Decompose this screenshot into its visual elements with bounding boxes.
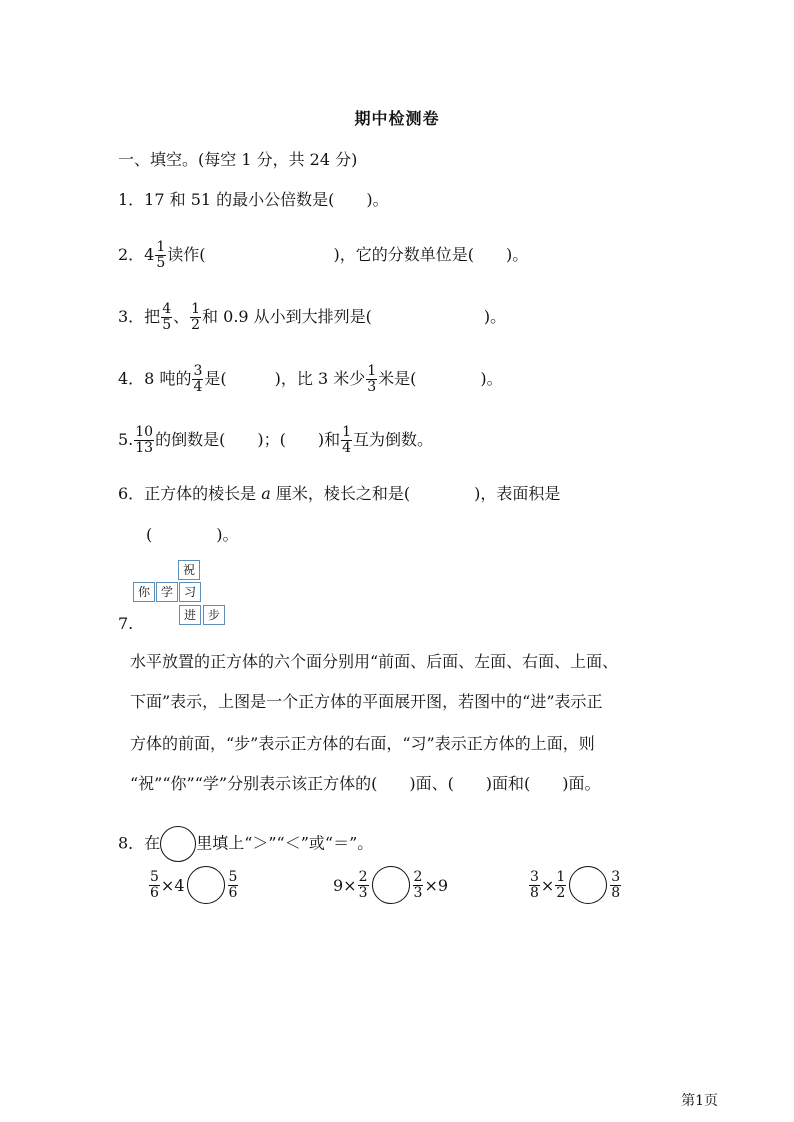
q5-fraction-1: [134, 425, 154, 456]
c1-right-fraction: [228, 870, 239, 901]
q4-fraction-2: [366, 364, 377, 395]
c3-mid-den: 2: [556, 884, 566, 901]
c1-answer-circle[interactable]: [187, 866, 225, 904]
question-7-number: 7.: [118, 614, 134, 633]
c3-operator: ×: [540, 875, 555, 895]
c1-left-num: 5: [150, 868, 159, 885]
question-2: [118, 240, 528, 271]
q3-sep: 、: [173, 307, 190, 326]
net-cell-xue: 学: [156, 582, 178, 602]
comparison-2: [333, 866, 448, 904]
net-cell-bu: 步: [203, 605, 225, 625]
q3-prefix: 3．把: [118, 307, 161, 326]
q3-f1-den: 5: [162, 317, 172, 333]
q4-rest: 米是( )。: [378, 369, 503, 388]
q3-f1-num: 4: [162, 301, 172, 317]
q5-rest: 互为倒数。: [353, 430, 434, 449]
q5-f2-den: 4: [342, 440, 351, 456]
q2-fraction: [155, 240, 166, 271]
c3-left-fraction: [529, 870, 540, 901]
q4-f1-num: 3: [193, 363, 203, 379]
q5-prefix: 5.: [118, 430, 134, 449]
q4-prefix: 4．8 吨的: [118, 369, 192, 388]
section-heading: 一、填空。(每空 1 分，共 24 分): [118, 150, 358, 169]
q4-mid: 是( )，比 3 米少: [204, 369, 366, 388]
q3-rest: 和 0.9 从小到大排列是( )。: [202, 307, 507, 326]
q3-f2-den: 2: [191, 317, 201, 333]
q3-fraction-2: [190, 302, 201, 333]
q5-f2-num: 1: [342, 424, 351, 440]
question-1: 1．17 和 51 的最小公倍数是( )。: [118, 190, 389, 209]
q7-paragraph-line-4: “祝”“你”“学”分别表示该正方体的( )面、( )面和( )面。: [130, 774, 601, 793]
page-number: 第1页: [681, 1093, 718, 1109]
c1-left-den: 6: [150, 884, 159, 901]
q6-text-b: 厘米，棱长之和是( )，表面积是: [270, 484, 561, 503]
net-cell-ni: 你: [133, 582, 155, 602]
c2-right-den: 3: [413, 884, 423, 901]
q5-mid: 的倒数是( )；( )和: [155, 430, 341, 449]
comparison-1: [148, 866, 239, 904]
q4-f2-den: 3: [367, 379, 377, 395]
c1-left-fraction: [149, 870, 160, 901]
c3-right-den: 8: [611, 884, 621, 901]
q3-fraction-1: [161, 302, 172, 333]
q2-prefix: 2．4: [118, 245, 155, 264]
c3-mid-num: 1: [556, 868, 566, 885]
q7-paragraph-line-2: 下面”表示，上图是一个正方体的平面展开图，若图中的“进”表示正: [130, 692, 603, 711]
c1-operator: ×4: [160, 875, 185, 895]
q8-prefix: 8．在: [118, 833, 161, 853]
q4-f2-num: 1: [367, 363, 377, 379]
net-cell-xi: 习: [179, 582, 201, 602]
q2-rest: 读作( )，它的分数单位是( )。: [167, 245, 529, 264]
c3-right-fraction: [610, 870, 621, 901]
q4-f1-den: 4: [193, 379, 203, 395]
c1-right-den: 6: [228, 884, 238, 901]
c1-right-num: 5: [228, 868, 238, 885]
c2-right-num: 2: [413, 868, 423, 885]
c3-answer-circle[interactable]: [569, 866, 607, 904]
c2-left-num: 2: [358, 868, 368, 885]
q2-frac-den: 5: [156, 255, 166, 271]
c3-left-num: 3: [530, 868, 539, 885]
compare-circle-icon: [160, 826, 196, 862]
q5-f1-den: 13: [135, 440, 154, 456]
q5-fraction-2: [341, 425, 352, 456]
q7-paragraph-line-3: 方体的前面，“步”表示正方体的右面，“习”表示正方体的上面，则: [130, 734, 595, 753]
q7-paragraph-line-1: 水平放置的正方体的六个面分别用“前面、后面、左面、右面、上面、: [130, 652, 619, 671]
c3-left-den: 8: [530, 884, 539, 901]
c2-left-den: 3: [358, 884, 368, 901]
question-3: [118, 302, 506, 333]
q6-text-a: 6．正方体的棱长是: [118, 484, 262, 503]
question-8: [118, 826, 373, 862]
net-cell-zhu: 祝: [178, 560, 200, 580]
question-6-line-1: [118, 482, 560, 506]
comparison-3: [528, 866, 622, 904]
q5-f1-num: 10: [135, 424, 154, 440]
c2-suffix: ×9: [424, 875, 449, 895]
question-5: [118, 425, 433, 456]
c3-right-num: 3: [611, 868, 621, 885]
net-cell-jin: 进: [179, 605, 201, 625]
c2-answer-circle[interactable]: [372, 866, 410, 904]
page-title: 期中检测卷: [354, 109, 440, 128]
c2-left-fraction: [358, 870, 369, 901]
q4-fraction-1: [192, 364, 203, 395]
c2-prefix: 9×: [333, 875, 357, 895]
q6-variable: a: [261, 484, 271, 503]
q3-f2-num: 1: [191, 301, 201, 317]
question-4: [118, 364, 503, 395]
q8-rest: 里填上“＞”“＜”或“＝”。: [196, 833, 374, 853]
c3-mid-fraction: [555, 870, 566, 901]
q2-frac-num: 1: [156, 239, 166, 255]
question-6-line-2: ( )。: [146, 525, 239, 544]
c2-right-fraction: [413, 870, 424, 901]
